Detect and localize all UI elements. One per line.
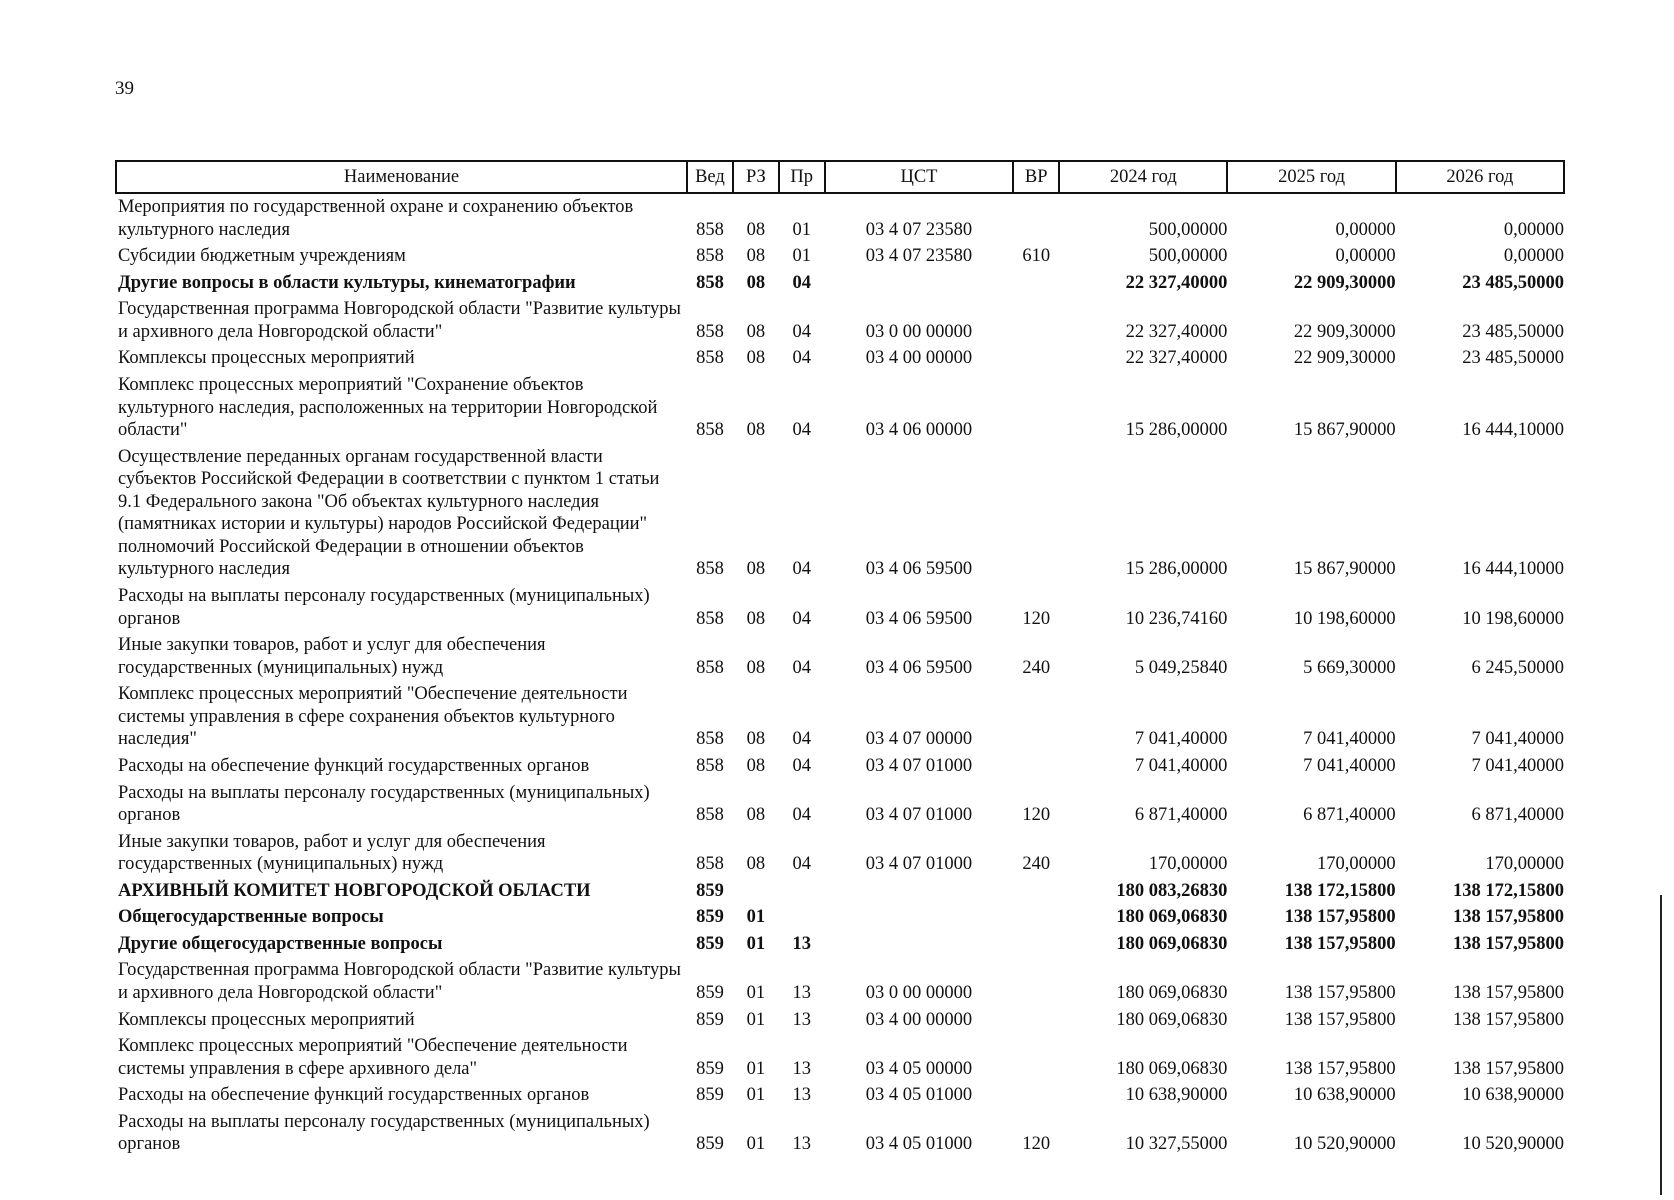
row-rz: 01 (746, 983, 766, 1003)
row-vr: 240 (1022, 657, 1051, 678)
row-pr: 04 (792, 608, 811, 629)
row-ved: 858 (696, 755, 724, 776)
row-pr: 04 (792, 805, 811, 826)
row-pr: 04 (792, 854, 811, 875)
row-pr: 04 (792, 348, 811, 369)
row-cst: 03 4 07 23580 (865, 219, 973, 240)
table-row (116, 681, 1564, 753)
row-ved: 859 (696, 1058, 724, 1079)
row-name: Комплексы процессных мероприятий (118, 348, 415, 369)
row-pr: 04 (792, 272, 811, 293)
row-2025: 170,00000 (1317, 854, 1396, 875)
row-2024: 180 069,06830 (1116, 1058, 1228, 1079)
row-rz: 01 (746, 907, 766, 928)
header-name: Наименование (116, 161, 687, 193)
row-2024: 180 069,06830 (1116, 983, 1228, 1003)
row-2026: 138 157,95800 (1453, 933, 1564, 954)
row-cst: 03 4 06 00000 (865, 420, 973, 441)
row-2024: 5 049,25840 (1134, 657, 1228, 678)
row-rz: 08 (746, 246, 766, 267)
row-2026: 23 485,50000 (1462, 321, 1564, 342)
row-2025: 138 157,95800 (1284, 933, 1396, 954)
row-cst (825, 270, 1014, 297)
row-2026: 16 444,10000 (1462, 559, 1564, 580)
row-ved: 858 (696, 805, 724, 826)
row-2026: 138 172,15800 (1453, 880, 1564, 901)
row-cst: 03 4 07 01000 (865, 805, 973, 826)
row-cst: 03 4 05 01000 (865, 1134, 973, 1155)
table-row (116, 270, 1564, 297)
row-rz: 08 (746, 805, 766, 826)
row-cst: 03 4 05 00000 (865, 1058, 973, 1079)
row-2025: 138 157,95800 (1284, 907, 1396, 928)
row-cst: 03 4 00 00000 (865, 348, 973, 369)
row-rz: 08 (746, 420, 766, 441)
row-vr: 610 (1022, 246, 1051, 267)
row-name: АРХИВНЫЙ КОМИТЕТ НОВГОРОДСКОЙ ОБЛАСТИ (118, 880, 591, 901)
row-2026: 7 041,40000 (1471, 755, 1564, 776)
row-ved: 858 (696, 420, 724, 441)
row-rz: 01 (746, 1085, 766, 1106)
row-pr: 04 (792, 420, 811, 441)
row-pr (779, 904, 825, 931)
row-ved: 859 (696, 983, 724, 1003)
scan-edge-line (1660, 895, 1662, 1195)
table-row (116, 193, 1564, 243)
row-2026: 6 245,50000 (1471, 657, 1564, 678)
row-vr (1013, 878, 1059, 905)
table-row (116, 243, 1564, 270)
row-vr (1013, 444, 1059, 583)
row-vr: 240 (1022, 854, 1051, 875)
row-pr: 13 (792, 1134, 811, 1155)
row-cst: 03 4 07 01000 (865, 854, 973, 875)
row-vr (1013, 270, 1059, 297)
row-pr: 01 (792, 219, 811, 240)
row-2025: 7 041,40000 (1303, 729, 1396, 750)
row-pr (779, 878, 825, 905)
row-name: Комплекс процессных мероприятий "Обеспечение деятельности системы управления в сфере архивного дела" (118, 1036, 628, 1079)
row-2025: 22 909,30000 (1293, 348, 1396, 369)
row-ved: 858 (696, 321, 724, 342)
row-2026: 10 520,90000 (1462, 1134, 1564, 1155)
row-name: Другие вопросы в области культуры, кинематографии (118, 272, 576, 293)
row-name: Расходы на выплаты персоналу государственных (муниципальных) органов (118, 782, 650, 826)
table-body (116, 193, 1564, 1158)
row-2025: 0,00000 (1335, 246, 1396, 267)
row-pr: 04 (792, 559, 811, 580)
row-2025: 138 172,15800 (1284, 880, 1396, 901)
row-cst: 03 4 07 01000 (865, 755, 973, 776)
row-name: Расходы на выплаты персоналу государственных (муниципальных) органов (118, 586, 650, 629)
row-2024: 15 286,00000 (1125, 559, 1228, 580)
row-pr: 13 (792, 1058, 811, 1079)
budget-table (115, 160, 1565, 1158)
row-ved: 859 (696, 1009, 724, 1030)
table-row (116, 1082, 1564, 1109)
header-2025: 2025 год (1227, 161, 1395, 193)
row-pr: 13 (792, 1085, 811, 1106)
table-row (116, 1007, 1564, 1034)
header-2024: 2024 год (1059, 161, 1227, 193)
row-2024: 500,00000 (1148, 246, 1228, 267)
row-2026: 138 157,95800 (1453, 907, 1564, 928)
row-2025: 138 157,95800 (1284, 983, 1396, 1003)
row-2026: 0,00000 (1503, 246, 1564, 267)
row-2025: 15 867,90000 (1293, 420, 1396, 441)
row-pr: 04 (792, 657, 811, 678)
row-2026: 10 198,60000 (1462, 608, 1564, 629)
row-cst: 03 4 06 59500 (865, 559, 973, 580)
row-ved: 859 (696, 1134, 724, 1155)
table-row (116, 444, 1564, 583)
row-2025: 138 157,95800 (1284, 1009, 1396, 1030)
row-ved: 859 (696, 933, 724, 954)
row-2024: 180 069,06830 (1116, 933, 1228, 954)
row-ved: 858 (696, 219, 724, 240)
row-2024: 10 638,90000 (1125, 1085, 1228, 1106)
row-name: Осуществление переданных органам государственной власти субъектов Российской Федерации в соответствии с пунктом 1 статьи 9.1 Федерального закона "Об объектах культурного наследия (памятниках истории и культуры) народов Российской Федерации" полномочий Российской Федерации в отношении объектов культурного наследия (118, 446, 660, 580)
row-2025: 22 909,30000 (1293, 321, 1396, 342)
row-cst: 03 0 00 00000 (865, 983, 973, 1003)
row-ved: 858 (696, 729, 724, 750)
row-name: Комплекс процессных мероприятий "Обеспечение деятельности системы управления в сфере сохранения объектов культурного наследия" (118, 684, 628, 750)
row-2025: 5 669,30000 (1303, 657, 1396, 678)
row-vr: 120 (1022, 608, 1051, 629)
table-row (116, 296, 1564, 345)
row-2024: 22 327,40000 (1125, 348, 1228, 369)
row-2026: 0,00000 (1503, 219, 1564, 240)
row-2026: 7 041,40000 (1471, 729, 1564, 750)
row-2026: 16 444,10000 (1462, 420, 1564, 441)
row-rz: 08 (746, 608, 766, 629)
row-vr (1013, 372, 1059, 444)
row-ved: 859 (696, 1085, 724, 1106)
row-2024: 180 083,26830 (1116, 880, 1228, 901)
header-rz: РЗ (733, 161, 779, 193)
row-2026: 23 485,50000 (1462, 272, 1564, 293)
row-ved: 858 (696, 854, 724, 875)
row-rz (733, 878, 779, 905)
table-row (116, 345, 1564, 372)
row-vr (1013, 1007, 1059, 1034)
row-pr: 13 (792, 983, 811, 1003)
row-name: Другие общегосударственные вопросы (118, 933, 443, 954)
row-cst: 03 4 06 59500 (865, 657, 973, 678)
row-pr: 13 (792, 933, 811, 954)
row-cst (825, 931, 1014, 958)
row-name: Иные закупки товаров, работ и услуг для обеспечения государственных (муниципальных) нужд (118, 635, 546, 678)
row-ved: 858 (696, 272, 724, 293)
row-pr: 01 (792, 246, 811, 267)
row-2024: 10 236,74160 (1125, 608, 1228, 629)
row-cst: 03 0 00 00000 (865, 321, 973, 342)
row-cst: 03 4 00 00000 (865, 1009, 973, 1030)
table-row (116, 957, 1564, 1006)
row-ved: 859 (696, 907, 724, 928)
row-ved: 858 (696, 348, 724, 369)
row-vr (1013, 296, 1059, 345)
row-rz: 08 (746, 559, 766, 580)
row-vr (1013, 681, 1059, 753)
table-row (116, 583, 1564, 632)
row-ved: 858 (696, 559, 724, 580)
row-vr (1013, 1082, 1059, 1109)
row-2024: 500,00000 (1148, 219, 1228, 240)
header-2026: 2026 год (1396, 161, 1564, 193)
row-2026: 170,00000 (1485, 854, 1564, 875)
row-vr (1013, 193, 1059, 243)
row-vr (1013, 345, 1059, 372)
row-2026: 138 157,95800 (1453, 1058, 1564, 1079)
table-row (116, 878, 1564, 905)
row-pr: 04 (792, 321, 811, 342)
row-rz: 01 (746, 1058, 766, 1079)
row-name: Расходы на обеспечение функций государственных органов (118, 755, 590, 776)
row-name: Общегосударственные вопросы (118, 907, 384, 928)
row-vr (1013, 1033, 1059, 1082)
row-2025: 15 867,90000 (1293, 559, 1396, 580)
row-ved: 858 (696, 246, 724, 267)
row-rz: 01 (746, 1009, 766, 1030)
row-2026: 138 157,95800 (1453, 983, 1564, 1003)
row-vr: 120 (1022, 805, 1051, 826)
row-cst: 03 4 05 01000 (865, 1085, 973, 1106)
row-2025: 7 041,40000 (1303, 755, 1396, 776)
row-vr: 120 (1022, 1134, 1051, 1155)
row-cst: 03 4 07 23580 (865, 246, 973, 267)
row-2025: 10 638,90000 (1293, 1085, 1396, 1106)
table-row (116, 931, 1564, 958)
row-vr (1013, 904, 1059, 931)
row-2024: 22 327,40000 (1125, 272, 1228, 293)
table-row (116, 904, 1564, 931)
row-2024: 22 327,40000 (1125, 321, 1228, 342)
table-row (116, 1109, 1564, 1158)
row-rz: 08 (746, 854, 766, 875)
row-vr (1013, 753, 1059, 780)
row-2024: 10 327,55000 (1125, 1134, 1228, 1155)
row-name: Государственная программа Новгородской области "Развитие культуры и архивного дела Новгородской области" (118, 960, 681, 1003)
row-rz: 08 (746, 321, 766, 342)
row-2025: 6 871,40000 (1303, 805, 1396, 826)
row-2025: 0,00000 (1335, 219, 1396, 240)
row-rz: 01 (746, 933, 766, 954)
row-cst: 03 4 06 59500 (865, 608, 973, 629)
row-rz: 01 (746, 1134, 766, 1155)
row-rz: 08 (746, 729, 766, 750)
row-name: Мероприятия по государственной охране и сохранению объектов культурного наследия (118, 197, 634, 240)
row-rz: 08 (746, 219, 766, 240)
table-row (116, 1033, 1564, 1082)
row-cst: 03 4 07 00000 (865, 729, 973, 750)
row-pr: 04 (792, 755, 811, 776)
row-2024: 7 041,40000 (1134, 729, 1228, 750)
row-vr (1013, 957, 1059, 1006)
page-number: 39 (115, 78, 134, 99)
row-ved: 859 (696, 880, 724, 901)
table-row (116, 372, 1564, 444)
row-ved: 858 (696, 608, 724, 629)
row-rz: 08 (746, 657, 766, 678)
row-name: Государственная программа Новгородской области "Развитие культуры и архивного дела Новгородской области" (118, 299, 681, 342)
header-vr: ВР (1013, 161, 1059, 193)
table-row (116, 753, 1564, 780)
row-rz: 08 (746, 272, 766, 293)
header-pr: Пр (779, 161, 825, 193)
row-2024: 180 069,06830 (1116, 907, 1228, 928)
row-rz: 08 (746, 348, 766, 369)
row-cst (825, 904, 1014, 931)
table-row (116, 829, 1564, 878)
row-name: Комплексы процессных мероприятий (118, 1009, 415, 1030)
row-name: Субсидии бюджетным учреждениям (118, 246, 406, 267)
row-rz: 08 (746, 755, 766, 776)
row-pr: 04 (792, 729, 811, 750)
row-2026: 10 638,90000 (1462, 1085, 1564, 1106)
row-2026: 23 485,50000 (1462, 348, 1564, 369)
header-cst: ЦСТ (825, 161, 1014, 193)
row-ved: 858 (696, 657, 724, 678)
row-2024: 170,00000 (1148, 854, 1228, 875)
row-2024: 6 871,40000 (1134, 805, 1228, 826)
row-2024: 15 286,00000 (1125, 420, 1228, 441)
row-name: Расходы на обеспечение функций государственных органов (118, 1085, 590, 1106)
row-2026: 138 157,95800 (1453, 1009, 1564, 1030)
row-2025: 22 909,30000 (1293, 272, 1396, 293)
table-row (116, 780, 1564, 829)
row-pr: 13 (792, 1009, 811, 1030)
row-vr (1013, 931, 1059, 958)
row-2025: 10 520,90000 (1293, 1134, 1396, 1155)
row-name: Комплекс процессных мероприятий "Сохранение объектов культурного наследия, расположенных на территории Новгородской области" (118, 374, 658, 441)
header-ved: Вед (687, 161, 733, 193)
table-header-row (116, 161, 1564, 193)
row-cst (825, 878, 1014, 905)
row-2025: 138 157,95800 (1284, 1058, 1396, 1079)
row-2025: 10 198,60000 (1293, 608, 1396, 629)
row-2026: 6 871,40000 (1471, 805, 1564, 826)
row-name: Расходы на выплаты персоналу государственных (муниципальных) органов (118, 1111, 650, 1155)
row-2024: 180 069,06830 (1116, 1009, 1228, 1030)
table-row (116, 632, 1564, 681)
row-2024: 7 041,40000 (1134, 755, 1228, 776)
row-name: Иные закупки товаров, работ и услуг для обеспечения государственных (муниципальных) нужд (118, 831, 546, 875)
